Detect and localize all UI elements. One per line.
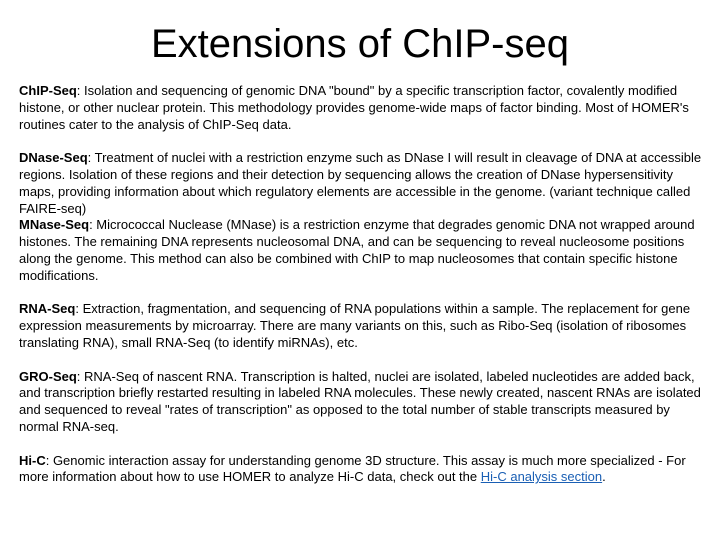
content-body [19,83,705,486]
hic-analysis-link[interactable]: Hi-C analysis section [480,469,603,485]
rnaseq-term: RNA-Seq [19,301,76,317]
groseq-term: GRO-Seq [19,368,77,384]
chipseq-paragraph [19,83,705,133]
paragraph-spacer [19,436,705,453]
mnaseseq-paragraph [19,217,705,284]
paragraph-spacer [19,133,705,150]
dnaseseq-paragraph [19,150,705,217]
dnaseseq-description: : Treatment of nuclei with a restriction enzyme such as DNase I will result in cleavage of DNA at accessible regions. Isolation of these regions and their detection by sequencing allows the creation of DNase hypersensitivity maps, providing information about which regulatory elements are accessible in the genome. (variant technique called FAIRE-seq) [19,150,702,216]
page-title: Extensions of ChIP-seq [151,22,569,66]
groseq-paragraph [19,369,705,436]
hic-paragraph [19,453,705,487]
rnaseq-description: : Extraction, fragmentation, and sequencing of RNA populations within a sample. The replacement for gene expression measurements by microarray. There are many variants on this, such as Ribo-Seq (isolation of ribosomes translating RNA), small RNA-Seq (to identify miRNAs), etc. [19,301,691,350]
chipseq-term: ChIP-Seq [19,83,77,98]
mnaseseq-description: : Micrococcal Nuclease (MNase) is a restriction enzyme that degrades genomic DNA not wrapped around histones. The remaining DNA represents nucleosomal DNA, and can be sequencing to reveal nucleosome positions along the genome. This method can also be combined with ChIP to map nucleosomes that contain specific histone modifications. [19,217,695,283]
mnaseseq-term: MNase-Seq [19,217,90,233]
dnaseseq-term: DNase-Seq [19,150,88,166]
hic-description: : Genomic interaction assay for understanding genome 3D structure. This assay is much more specialized - For more information about how to use HOMER to analyze Hi-C data, check out the [19,452,686,485]
paragraph-spacer [19,352,705,369]
rnaseq-paragraph [19,301,705,351]
hic-trailing-period: . [602,469,606,485]
hic-term: Hi-C [19,452,46,468]
paragraph-spacer [19,285,705,302]
chipseq-description: : Isolation and sequencing of genomic DNA "bound" by a specific transcription factor, covalently modified histone, or other nuclear protein. This methodology provides genome-wide maps of factor binding. Most of HOMER's routines cater to the analysis of ChIP-Seq data. [19,83,689,132]
groseq-description: : RNA-Seq of nascent RNA. Transcription is halted, nuclei are isolated, labeled nucleotides are added back, and transcription briefly restarted resulting in labeled RNA molecules. These newly created, nascent RNAs are isolated and sequenced to reveal "rates of transcription" as opposed to the total number of stable transcripts measured by normal RNA-seq. [19,368,701,434]
